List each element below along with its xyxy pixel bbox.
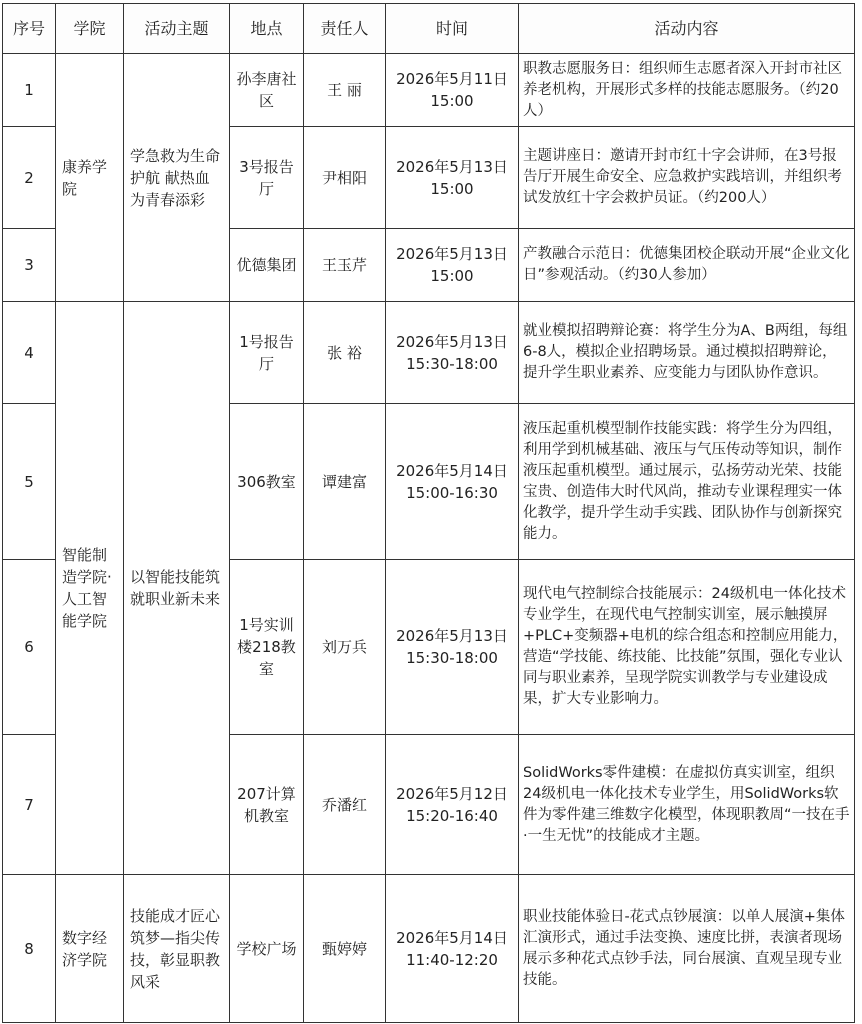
theme-cell: 以智能技能筑就职业新未来: [124, 302, 230, 875]
theme-cell: 学急救为生命护航 献热血为青春添彩: [124, 54, 230, 302]
header-row: [3, 4, 855, 54]
time-cell: 2026年5月14日 15:00-16:30: [386, 404, 519, 560]
header-college: 学院: [56, 4, 124, 54]
header-theme: 活动主题: [124, 4, 230, 54]
content-cell: 产教融合示范日：优德集团校企联动开展“企业文化日”参观活动。（约30人参加）: [519, 229, 855, 302]
header-location: 地点: [230, 4, 304, 54]
location-cell: 1号实训楼218教室: [230, 560, 304, 735]
row-number: 2: [3, 127, 56, 229]
row-number: 5: [3, 404, 56, 560]
row-number: 6: [3, 560, 56, 735]
location-cell: 3号报告厅: [230, 127, 304, 229]
table-row: [3, 302, 855, 404]
person-cell: 乔潘红: [304, 735, 386, 875]
header-no: 序号: [3, 4, 56, 54]
location-cell: 优德集团: [230, 229, 304, 302]
header-time: 时间: [386, 4, 519, 54]
person-cell: 尹相阳: [304, 127, 386, 229]
content-cell: 液压起重机模型制作技能实践：将学生分为四组，利用学到机械基础、液压与气压传动等知识，制作液压起重机模型。通过展示，弘扬劳动光荣、技能宝贵、创造伟大时代风尚，推动专业课程理实一体化教学，提升学生动手实践、团队协作与创新探究能力。: [519, 404, 855, 560]
header-person: 责任人: [304, 4, 386, 54]
row-number: 8: [3, 875, 56, 1023]
content-cell: 职教志愿服务日：组织师生志愿者深入开封市社区养老机构，开展形式多样的技能志愿服务。（约20人）: [519, 54, 855, 127]
time-cell: 2026年5月11日 15:00: [386, 54, 519, 127]
content-cell: SolidWorks零件建模：在虚拟仿真实训室，组织24级机电一体化技术专业学生，用SolidWorks软件为零件建三维数字化模型，体现职教周“一技在手·一生无忧”的技能成才主题。: [519, 735, 855, 875]
location-cell: 1号报告厅: [230, 302, 304, 404]
location-cell: 孙李唐社区: [230, 54, 304, 127]
row-number: 4: [3, 302, 56, 404]
theme-cell: 技能成才匠心筑梦—指尖传技，彰显职教风采: [124, 875, 230, 1023]
content-cell: 现代电气控制综合技能展示：24级机电一体化技术专业学生，在现代电气控制实训室，展示触摸屏+PLC+变频器+电机的综合组态和控制应用能力，营造“学技能、练技能、比技能”氛围，强化专业认同与职业素养，呈现学院实训教学与专业建设成果，扩大专业影响力。: [519, 560, 855, 735]
activity-schedule-table: [2, 3, 855, 1023]
time-cell: 2026年5月13日 15:30-18:00: [386, 560, 519, 735]
college-cell: 康养学院: [56, 54, 124, 302]
table-row: [3, 875, 855, 1023]
person-cell: 谭建富: [304, 404, 386, 560]
college-cell: 数字经济学院: [56, 875, 124, 1023]
header-content: 活动内容: [519, 4, 855, 54]
college-cell: 智能制造学院·人工智能学院: [56, 302, 124, 875]
person-cell: 王玉芹: [304, 229, 386, 302]
location-cell: 学校广场: [230, 875, 304, 1023]
location-cell: 306教室: [230, 404, 304, 560]
person-cell: 甄婷婷: [304, 875, 386, 1023]
time-cell: 2026年5月13日 15:00: [386, 127, 519, 229]
time-cell: 2026年5月12日 15:20-16:40: [386, 735, 519, 875]
row-number: 1: [3, 54, 56, 127]
content-cell: 主题讲座日：邀请开封市红十字会讲师，在3号报告厅开展生命安全、应急救护实践培训，并组织考试发放红十字会救护员证。（约200人）: [519, 127, 855, 229]
person-cell: 王 丽: [304, 54, 386, 127]
time-cell: 2026年5月13日 15:00: [386, 229, 519, 302]
person-cell: 刘万兵: [304, 560, 386, 735]
content-cell: 就业模拟招聘辩论赛：将学生分为A、B两组，每组6-8人，模拟企业招聘场景。通过模拟招聘辩论，提升学生职业素养、应变能力与团队协作意识。: [519, 302, 855, 404]
time-cell: 2026年5月14日 11:40-12:20: [386, 875, 519, 1023]
row-number: 7: [3, 735, 56, 875]
content-cell: 职业技能体验日-花式点钞展演：以单人展演+集体汇演形式，通过手法变换、速度比拼，表演者现场展示多种花式点钞手法，同台展演、直观呈现专业技能。: [519, 875, 855, 1023]
table-row: [3, 54, 855, 127]
time-cell: 2026年5月13日 15:30-18:00: [386, 302, 519, 404]
person-cell: 张 裕: [304, 302, 386, 404]
location-cell: 207计算机教室: [230, 735, 304, 875]
row-number: 3: [3, 229, 56, 302]
